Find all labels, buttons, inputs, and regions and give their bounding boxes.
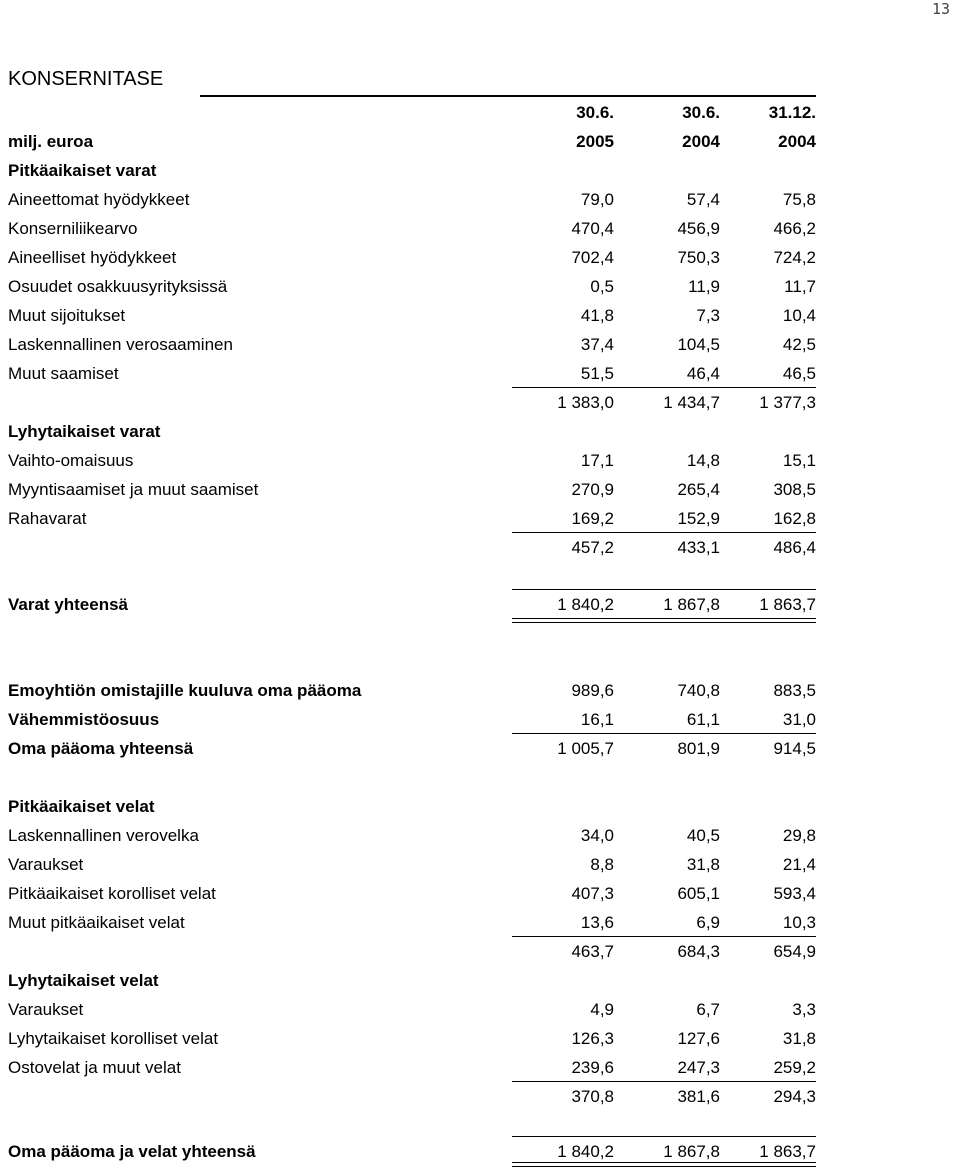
value-2004-dec: 15,1 — [782, 451, 816, 470]
table-row — [8, 186, 816, 215]
value-2005: 407,3 — [571, 884, 614, 903]
row-label: Lyhytaikaiset velat — [8, 971, 159, 990]
table-row — [8, 851, 816, 880]
row-label: Lyhytaikaiset varat — [8, 422, 161, 441]
value-2004-dec: 10,4 — [782, 306, 816, 325]
table-row — [8, 1025, 816, 1054]
row-label: Muut pitkäaikaiset velat — [8, 913, 185, 932]
header-date: 30.6. — [576, 103, 614, 122]
row-label: Aineelliset hyödykkeet — [8, 248, 177, 267]
header-year: 2004 — [778, 132, 816, 151]
value-2005: 126,3 — [571, 1029, 614, 1048]
value-2004-dec: 21,4 — [782, 855, 816, 874]
value-2004-jun: 605,1 — [677, 884, 720, 903]
value-2004-jun: 433,1 — [677, 538, 720, 557]
row-label: Oma pääoma ja velat yhteensä — [8, 1142, 256, 1161]
value-2005: 370,8 — [571, 1087, 614, 1106]
subtotal-rule — [512, 1081, 816, 1082]
table-row — [8, 273, 816, 302]
value-2004-jun: 46,4 — [686, 364, 720, 383]
value-2004-dec: 162,8 — [773, 509, 816, 528]
value-2005: 457,2 — [571, 538, 614, 557]
row-label: Osuudet osakkuusyrityksissä — [8, 277, 228, 296]
value-2005: 8,8 — [590, 855, 614, 874]
value-2004-dec: 259,2 — [773, 1058, 816, 1077]
value-2005: 1 840,2 — [557, 1142, 614, 1161]
table-row — [8, 476, 816, 505]
value-2004-jun: 381,6 — [677, 1087, 720, 1106]
table-row — [8, 880, 816, 909]
table-row — [8, 360, 816, 389]
value-2004-jun: 6,9 — [696, 913, 720, 932]
subtotal-row — [8, 735, 816, 764]
value-2004-dec: 593,4 — [773, 884, 816, 903]
value-2005: 79,0 — [580, 190, 614, 209]
total-row — [8, 591, 816, 620]
value-2004-jun: 740,8 — [677, 681, 720, 700]
row-label: Myyntisaamiset ja muut saamiset — [8, 480, 259, 499]
value-2005: 13,6 — [580, 913, 614, 932]
value-2005: 34,0 — [580, 826, 614, 845]
row-label: Pitkäaikaiset varat — [8, 161, 157, 180]
value-2004-jun: 152,9 — [677, 509, 720, 528]
subtotal-row — [8, 938, 816, 967]
document-title: KONSERNITASE — [8, 68, 164, 90]
value-2004-dec: 294,3 — [773, 1087, 816, 1106]
value-2004-dec: 10,3 — [782, 913, 816, 932]
subtotal-rule — [512, 387, 816, 388]
header-date: 30.6. — [682, 103, 720, 122]
table-row — [8, 331, 816, 360]
value-2004-jun: 40,5 — [686, 826, 720, 845]
row-label: Varaukset — [8, 855, 84, 874]
value-2005: 1 840,2 — [557, 595, 614, 614]
value-2004-dec: 31,8 — [782, 1029, 816, 1048]
subtotal-rule — [512, 532, 816, 533]
value-2004-jun: 1 434,7 — [663, 393, 720, 412]
section-heading — [8, 157, 816, 186]
header-year: 2005 — [576, 132, 614, 151]
value-2004-dec: 3,3 — [792, 1000, 816, 1019]
row-label: Konserniliikearvo — [8, 219, 138, 238]
value-2004-dec: 75,8 — [782, 190, 816, 209]
value-2004-dec: 724,2 — [773, 248, 816, 267]
table-row — [8, 447, 816, 476]
header-dates-row — [8, 99, 816, 128]
table-row — [8, 677, 816, 706]
value-2004-dec: 31,0 — [782, 710, 816, 729]
total-double-rule — [512, 1162, 816, 1167]
row-label: Ostovelat ja muut velat — [8, 1058, 181, 1077]
row-label: Rahavarat — [8, 509, 87, 528]
value-2004-dec: 914,5 — [773, 739, 816, 758]
row-label: Varat yhteensä — [8, 595, 129, 614]
row-label: Oma pääoma yhteensä — [8, 739, 194, 758]
value-2005: 463,7 — [571, 942, 614, 961]
row-label: Vähemmistöosuus — [8, 710, 160, 729]
table-row — [8, 909, 816, 938]
row-label: Emoyhtiön omistajille kuuluva oma pääoma — [8, 681, 362, 700]
header-years-row — [8, 128, 816, 157]
header-year: 2004 — [682, 132, 720, 151]
value-2004-jun: 247,3 — [677, 1058, 720, 1077]
value-2005: 41,8 — [580, 306, 614, 325]
value-2004-dec: 308,5 — [773, 480, 816, 499]
subtotal-rule — [512, 733, 816, 734]
table-row — [8, 996, 816, 1025]
unit-label: milj. euroa — [8, 132, 94, 151]
value-2004-dec: 466,2 — [773, 219, 816, 238]
value-2004-jun: 265,4 — [677, 480, 720, 499]
value-2004-dec: 42,5 — [782, 335, 816, 354]
value-2004-jun: 7,3 — [696, 306, 720, 325]
value-2005: 1 005,7 — [557, 739, 614, 758]
value-2004-jun: 14,8 — [686, 451, 720, 470]
subtotal-row — [8, 389, 816, 418]
value-2005: 169,2 — [571, 509, 614, 528]
value-2004-jun: 684,3 — [677, 942, 720, 961]
row-label: Laskennallinen verovelka — [8, 826, 199, 845]
value-2005: 16,1 — [580, 710, 614, 729]
value-2005: 270,9 — [571, 480, 614, 499]
row-label: Pitkäaikaiset velat — [8, 797, 155, 816]
value-2005: 51,5 — [580, 364, 614, 383]
title-rule — [200, 95, 816, 97]
value-2004-jun: 31,8 — [686, 855, 720, 874]
row-label: Aineettomat hyödykkeet — [8, 190, 190, 209]
row-label: Pitkäaikaiset korolliset velat — [8, 884, 216, 903]
value-2005: 37,4 — [580, 335, 614, 354]
total-rule — [512, 1136, 816, 1137]
value-2005: 17,1 — [580, 451, 614, 470]
value-2004-jun: 456,9 — [677, 219, 720, 238]
row-label: Lyhytaikaiset korolliset velat — [8, 1029, 219, 1048]
section-heading — [8, 793, 816, 822]
value-2004-jun: 127,6 — [677, 1029, 720, 1048]
value-2004-jun: 11,9 — [688, 277, 720, 296]
row-label: Vaihto-omaisuus — [8, 451, 134, 470]
page-number: 13 — [931, 0, 950, 18]
value-2004-jun: 61,1 — [686, 710, 720, 729]
value-2005: 989,6 — [571, 681, 614, 700]
value-2004-dec: 883,5 — [773, 681, 816, 700]
value-2004-jun: 1 867,8 — [663, 595, 720, 614]
table-row — [8, 822, 816, 851]
table-row — [8, 302, 816, 331]
row-label: Varaukset — [8, 1000, 84, 1019]
value-2004-dec: 1 863,7 — [759, 1142, 816, 1161]
value-2004-jun: 750,3 — [677, 248, 720, 267]
value-2004-dec: 1 377,3 — [759, 393, 816, 412]
subtotal-row — [8, 534, 816, 563]
value-2004-jun: 801,9 — [677, 739, 720, 758]
row-label: Muut sijoitukset — [8, 306, 126, 325]
value-2004-dec: 1 863,7 — [759, 595, 816, 614]
section-heading — [8, 967, 816, 996]
value-2004-jun: 6,7 — [696, 1000, 720, 1019]
value-2004-dec: 486,4 — [773, 538, 816, 557]
section-heading — [8, 418, 816, 447]
table-row — [8, 1054, 816, 1083]
table-row — [8, 244, 816, 273]
row-label: Laskennallinen verosaaminen — [8, 335, 233, 354]
value-2004-dec: 11,7 — [784, 277, 816, 296]
total-double-rule — [512, 618, 816, 623]
value-2004-jun: 57,4 — [686, 190, 720, 209]
value-2005: 1 383,0 — [557, 393, 614, 412]
value-2004-dec: 46,5 — [782, 364, 816, 383]
table-row — [8, 706, 816, 735]
value-2004-dec: 654,9 — [773, 942, 816, 961]
value-2004-jun: 104,5 — [677, 335, 720, 354]
total-rule — [512, 589, 816, 590]
value-2005: 702,4 — [571, 248, 614, 267]
value-2004-dec: 29,8 — [782, 826, 816, 845]
value-2005: 239,6 — [571, 1058, 614, 1077]
value-2005: 0,5 — [590, 277, 614, 296]
row-label: Muut saamiset — [8, 364, 119, 383]
subtotal-rule — [512, 936, 816, 937]
value-2005: 470,4 — [571, 219, 614, 238]
value-2005: 4,9 — [590, 1000, 614, 1019]
value-2004-jun: 1 867,8 — [663, 1142, 720, 1161]
table-row — [8, 505, 816, 534]
header-date: 31.12. — [768, 103, 816, 122]
subtotal-row — [8, 1083, 816, 1112]
table-row — [8, 215, 816, 244]
